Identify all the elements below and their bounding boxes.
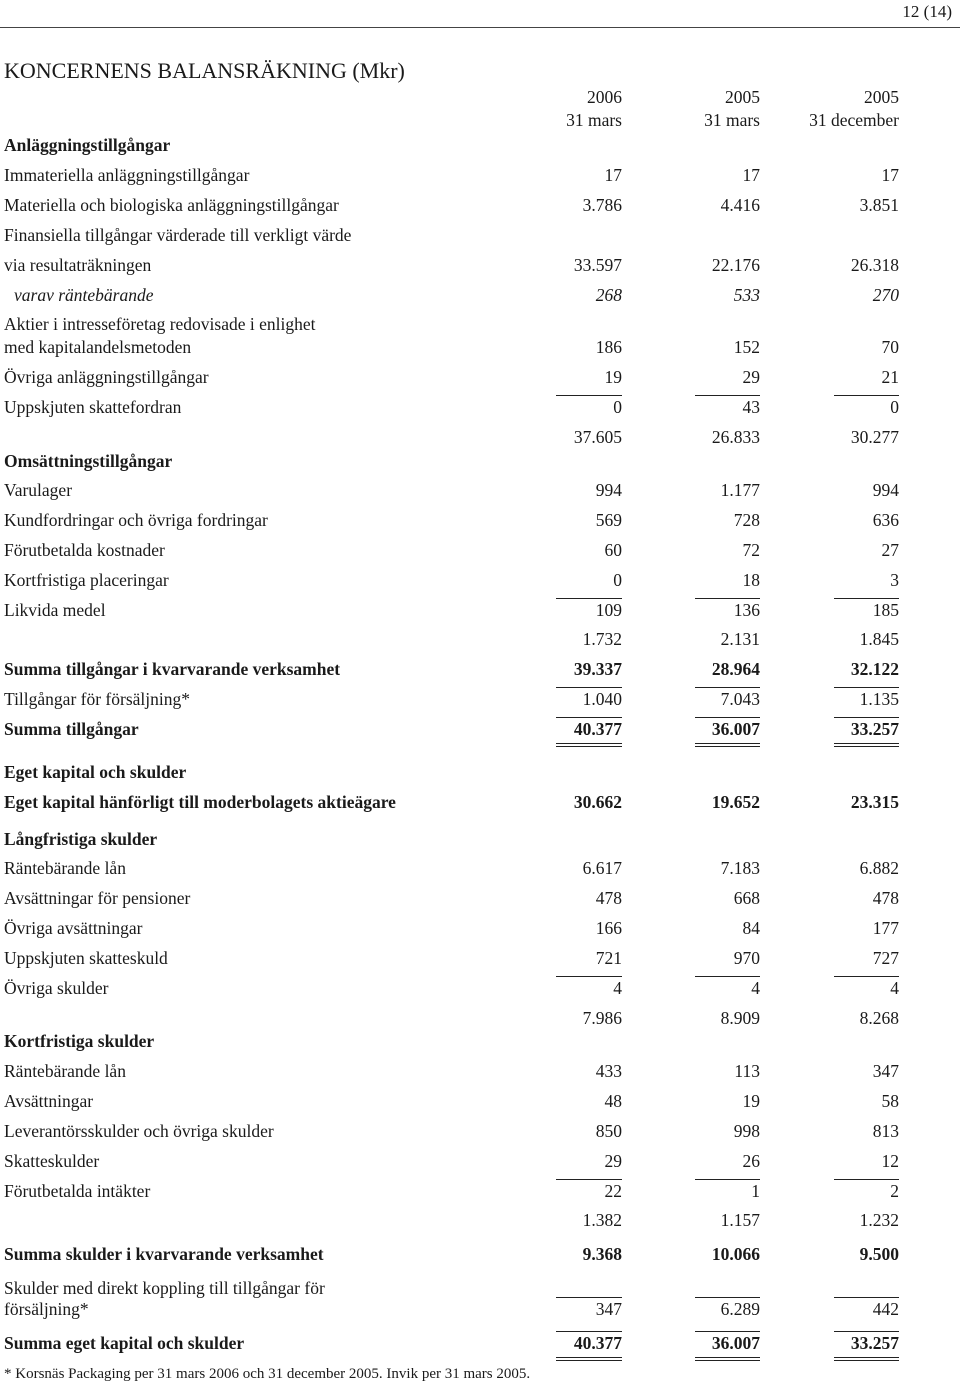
row-value-col-3: 177	[872, 918, 899, 938]
row-value-col-1: 109	[595, 600, 622, 620]
row-label: Anläggningstillgångar	[4, 135, 171, 155]
underline-rule	[556, 687, 622, 688]
double-underline-rule	[556, 1360, 622, 1361]
row-label: Långfristiga skulder	[4, 829, 158, 849]
underline-rule	[834, 1297, 899, 1298]
row-label: Övriga anläggningstillgångar	[4, 367, 209, 387]
row-value-col-2: 7.183	[720, 858, 760, 878]
row-label: Övriga avsättningar	[4, 918, 143, 938]
column-date-3: 31 december	[809, 110, 899, 130]
row-value-col-2: 26	[742, 1151, 760, 1171]
row-value-col-2: 43	[742, 397, 760, 417]
underline-rule	[556, 976, 622, 977]
row-value-col-3: 3.851	[859, 195, 899, 215]
row-label: Omsättningstillgångar	[4, 451, 173, 471]
row-value-col-2: 7.043	[720, 689, 760, 709]
underline-rule	[695, 1179, 760, 1180]
row-value-col-2: 1.157	[720, 1210, 760, 1230]
row-value-col-1: 1.040	[582, 689, 622, 709]
row-value-col-3: 347	[872, 1061, 899, 1081]
row-value-col-1: 60	[604, 540, 622, 560]
underline-rule	[556, 717, 622, 718]
row-value-col-3: 58	[881, 1091, 899, 1111]
underline-rule	[834, 687, 899, 688]
row-label: Förutbetalda intäkter	[4, 1181, 151, 1201]
underline-rule	[695, 976, 760, 977]
row-value-col-3: 442	[872, 1299, 899, 1319]
underline-rule	[556, 395, 622, 396]
row-value-col-2: 152	[733, 337, 760, 357]
double-underline-rule	[556, 743, 622, 744]
row-value-col-1: 347	[595, 1299, 622, 1319]
row-label: Varulager	[4, 480, 73, 500]
row-value-col-3: 17	[881, 165, 899, 185]
row-value-col-3: 30.277	[850, 427, 899, 447]
row-label: med kapitalandelsmetoden	[4, 337, 192, 357]
row-value-col-3: 1.845	[859, 629, 899, 649]
row-value-col-3: 185	[872, 600, 899, 620]
row-value-col-1: 268	[595, 285, 622, 305]
row-value-col-3: 33.257	[850, 719, 899, 739]
row-value-col-3: 4	[890, 978, 899, 998]
row-label: Skulder med direkt koppling till tillgångar för	[4, 1278, 325, 1298]
row-value-col-2: 72	[742, 540, 760, 560]
row-value-col-1: 569	[595, 510, 622, 530]
row-value-col-1: 30.662	[573, 792, 622, 812]
row-label: varav räntebärande	[14, 285, 154, 305]
row-value-col-3: 32.122	[850, 659, 899, 679]
row-value-col-2: 970	[733, 948, 760, 968]
row-value-col-1: 0	[613, 397, 622, 417]
column-year-3: 2005	[864, 87, 899, 107]
row-label: Materiella och biologiska anläggningstillgångar	[4, 195, 339, 215]
row-label: Förutbetalda kostnader	[4, 540, 165, 560]
row-value-col-3: 727	[872, 948, 899, 968]
underline-rule	[695, 1331, 760, 1332]
row-value-col-2: 19.652	[711, 792, 760, 812]
underline-rule	[695, 687, 760, 688]
row-value-col-1: 850	[595, 1121, 622, 1141]
row-value-col-2: 18	[742, 570, 760, 590]
row-value-col-1: 39.337	[573, 659, 622, 679]
row-label: Leverantörsskulder och övriga skulder	[4, 1121, 274, 1141]
row-value-col-1: 33.597	[573, 255, 622, 275]
row-label: Summa skulder i kvarvarande verksamhet	[4, 1244, 324, 1264]
underline-rule	[556, 1331, 622, 1332]
row-value-col-2: 4.416	[720, 195, 760, 215]
column-date-2: 31 mars	[704, 110, 760, 130]
row-label: Räntebärande lån	[4, 858, 126, 878]
double-underline-rule	[834, 746, 899, 747]
row-value-col-1: 19	[604, 367, 622, 387]
row-value-col-1: 994	[595, 480, 622, 500]
row-value-col-2: 17	[742, 165, 760, 185]
row-value-col-1: 6.617	[582, 858, 622, 878]
row-label: Immateriella anläggningstillgångar	[4, 165, 250, 185]
row-label: försäljning*	[4, 1299, 89, 1319]
footnote: * Korsnäs Packaging per 31 mars 2006 och 31 december 2005. Invik per 31 mars 2005.	[4, 1366, 531, 1382]
underline-rule	[834, 717, 899, 718]
underline-rule	[695, 1297, 760, 1298]
row-label: Tillgångar för försäljning*	[4, 689, 190, 709]
row-value-col-2: 26.833	[711, 427, 760, 447]
row-label: Uppskjuten skatteskuld	[4, 948, 168, 968]
row-value-col-1: 1.382	[582, 1210, 622, 1230]
row-value-col-2: 8.909	[720, 1008, 760, 1028]
row-value-col-2: 28.964	[711, 659, 760, 679]
row-value-col-3: 21	[881, 367, 899, 387]
row-label: Aktier i intresseföretag redovisade i enlighet	[4, 314, 316, 334]
row-value-col-3: 813	[872, 1121, 899, 1141]
row-value-col-2: 29	[742, 367, 760, 387]
row-value-col-1: 166	[595, 918, 622, 938]
row-value-col-2: 533	[733, 285, 760, 305]
row-value-col-3: 1.135	[859, 689, 899, 709]
row-label: Eget kapital hänförligt till moderbolagets aktieägare	[4, 792, 396, 812]
underline-rule	[556, 1179, 622, 1180]
row-label: Eget kapital och skulder	[4, 762, 187, 782]
row-value-col-1: 7.986	[582, 1008, 622, 1028]
row-value-col-2: 36.007	[711, 1333, 760, 1353]
row-value-col-3: 27	[881, 540, 899, 560]
row-label: via resultaträkningen	[4, 255, 152, 275]
row-value-col-3: 0	[890, 397, 899, 417]
row-value-col-3: 1.232	[859, 1210, 899, 1230]
row-value-col-2: 136	[733, 600, 760, 620]
row-value-col-3: 9.500	[859, 1244, 899, 1264]
row-label: Avsättningar för pensioner	[4, 888, 191, 908]
row-label: Uppskjuten skattefordran	[4, 397, 182, 417]
row-value-col-2: 2.131	[720, 629, 760, 649]
page-number: 12 (14)	[902, 2, 952, 21]
underline-rule	[834, 395, 899, 396]
row-value-col-1: 1.732	[582, 629, 622, 649]
row-value-col-1: 48	[604, 1091, 622, 1111]
underline-rule	[834, 1331, 899, 1332]
row-value-col-1: 478	[595, 888, 622, 908]
column-year-1: 2006	[587, 87, 622, 107]
underline-rule	[695, 717, 760, 718]
row-value-col-2: 668	[733, 888, 760, 908]
double-underline-rule	[695, 1360, 760, 1361]
row-label: Summa tillgångar	[4, 719, 139, 739]
double-underline-rule	[834, 1357, 899, 1358]
double-underline-rule	[695, 743, 760, 744]
row-value-col-2: 1.177	[720, 480, 760, 500]
row-value-col-1: 186	[595, 337, 622, 357]
row-value-col-3: 994	[872, 480, 899, 500]
row-label: Likvida medel	[4, 600, 106, 620]
row-value-col-1: 433	[595, 1061, 622, 1081]
row-value-col-2: 113	[734, 1061, 760, 1081]
row-value-col-3: 636	[872, 510, 899, 530]
double-underline-rule	[834, 743, 899, 744]
row-value-col-3: 12	[881, 1151, 899, 1171]
row-value-col-1: 721	[595, 948, 622, 968]
double-underline-rule	[695, 1357, 760, 1358]
row-value-col-1: 37.605	[573, 427, 622, 447]
row-value-col-1: 3.786	[582, 195, 622, 215]
underline-rule	[556, 598, 622, 599]
row-value-col-2: 36.007	[711, 719, 760, 739]
row-value-col-1: 22	[604, 1181, 622, 1201]
page-title: KONCERNENS BALANSRÄKNING (Mkr)	[4, 58, 405, 83]
row-label: Skatteskulder	[4, 1151, 100, 1171]
row-value-col-3: 6.882	[859, 858, 899, 878]
row-label: Finansiella tillgångar värderade till verkligt värde	[4, 225, 352, 245]
row-value-col-2: 1	[751, 1181, 760, 1201]
underline-rule	[834, 976, 899, 977]
row-value-col-2: 4	[751, 978, 760, 998]
row-label: Summa tillgångar i kvarvarande verksamhet	[4, 659, 341, 679]
row-value-col-1: 17	[604, 165, 622, 185]
row-value-col-3: 26.318	[850, 255, 899, 275]
row-label: Räntebärande lån	[4, 1061, 126, 1081]
row-value-col-1: 4	[613, 978, 622, 998]
row-value-col-3: 2	[890, 1181, 899, 1201]
row-value-col-3: 270	[872, 285, 899, 305]
row-value-col-2: 22.176	[711, 255, 760, 275]
row-value-col-3: 8.268	[859, 1008, 899, 1028]
double-underline-rule	[556, 1357, 622, 1358]
double-underline-rule	[556, 746, 622, 747]
row-value-col-2: 10.066	[711, 1244, 760, 1264]
row-value-col-2: 19	[742, 1091, 760, 1111]
row-value-col-3: 23.315	[850, 792, 899, 812]
row-value-col-2: 84	[742, 918, 760, 938]
row-value-col-3: 70	[881, 337, 899, 357]
row-label: Summa eget kapital och skulder	[4, 1333, 245, 1353]
row-value-col-2: 998	[733, 1121, 760, 1141]
row-label: Kortfristiga placeringar	[4, 570, 169, 590]
underline-rule	[695, 598, 760, 599]
row-value-col-1: 29	[604, 1151, 622, 1171]
row-value-col-2: 6.289	[720, 1299, 760, 1319]
column-year-2: 2005	[725, 87, 760, 107]
row-label: Övriga skulder	[4, 978, 109, 998]
row-label: Kundfordringar och övriga fordringar	[4, 510, 268, 530]
underline-rule	[834, 1179, 899, 1180]
double-underline-rule	[834, 1360, 899, 1361]
row-value-col-1: 40.377	[573, 719, 622, 739]
underline-rule	[834, 598, 899, 599]
row-value-col-1: 9.368	[582, 1244, 622, 1264]
underline-rule	[695, 395, 760, 396]
row-value-col-3: 3	[890, 570, 899, 590]
row-value-col-1: 0	[613, 570, 622, 590]
underline-rule	[556, 1297, 622, 1298]
row-value-col-2: 728	[733, 510, 760, 530]
row-value-col-1: 40.377	[573, 1333, 622, 1353]
row-value-col-3: 478	[872, 888, 899, 908]
row-value-col-3: 33.257	[850, 1333, 899, 1353]
row-label: Avsättningar	[4, 1091, 94, 1111]
row-label: Kortfristiga skulder	[4, 1031, 155, 1051]
column-date-1: 31 mars	[566, 110, 622, 130]
double-underline-rule	[695, 746, 760, 747]
